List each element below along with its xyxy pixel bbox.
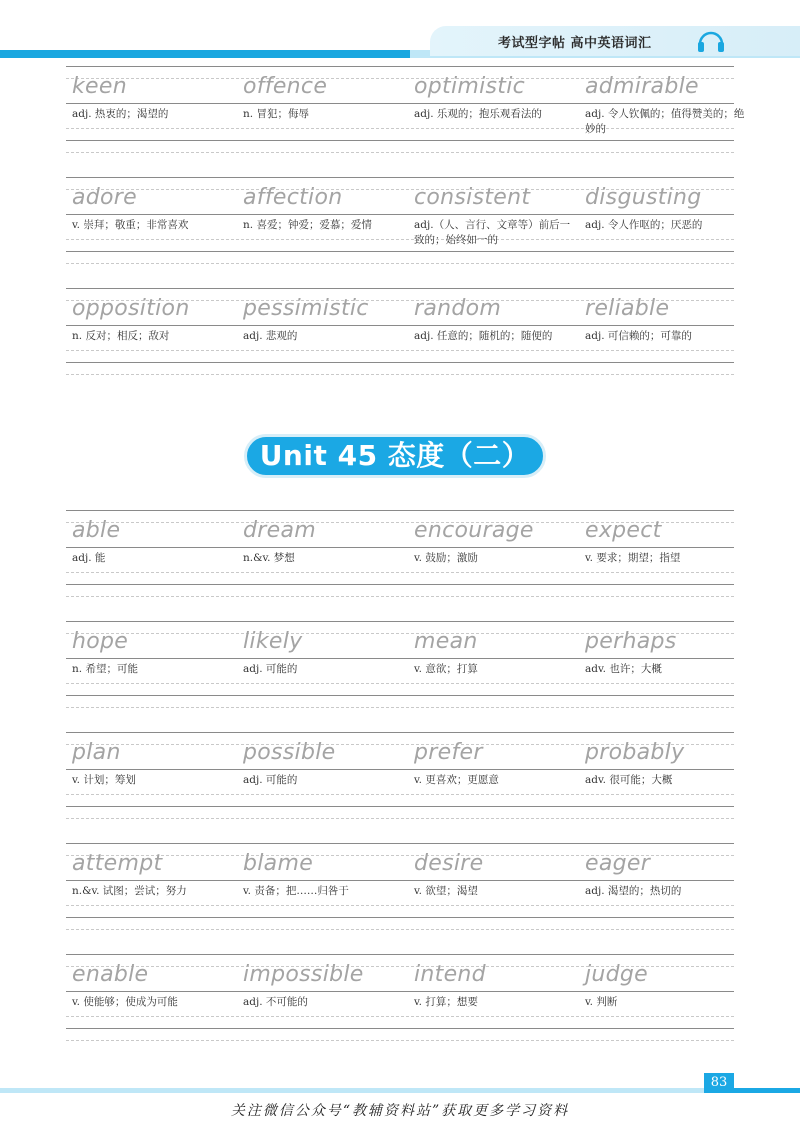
vocab-entry (408, 621, 576, 719)
vocab-meaning: adj. 能 (72, 552, 106, 564)
vocab-entry (579, 621, 747, 719)
vocab-entry (408, 66, 576, 164)
vocab-entry (237, 843, 405, 941)
unit-banner (244, 434, 546, 478)
vocab-entry (66, 66, 234, 164)
vocab-entry (408, 954, 576, 1052)
vocab-meaning: n.&v. 试图；尝试；努力 (72, 885, 187, 897)
vocab-word: eager (585, 851, 651, 876)
vocab-word: able (72, 518, 121, 543)
unit-title: Unit 45 态度（二） (259, 439, 531, 472)
vocab-meaning: adv. 很可能；大概 (585, 774, 673, 786)
vocab-meaning: v. 意欲；打算 (414, 663, 478, 675)
vocab-word: prefer (414, 740, 483, 765)
vocab-meaning: adj. 悲观的 (243, 330, 298, 342)
vocab-row (66, 621, 734, 719)
vocab-meaning: v. 欲望；渴望 (414, 885, 478, 897)
vocab-word: attempt (72, 851, 163, 876)
vocab-meaning: adj. 热衷的；渴望的 (72, 108, 169, 120)
vocab-meaning: v. 责备；把……归咎于 (243, 885, 349, 897)
vocab-meaning: adj. 乐观的；抱乐观看法的 (414, 108, 542, 120)
vocab-word: plan (72, 740, 121, 765)
vocab-word: desire (414, 851, 484, 876)
vocab-meaning: v. 使能够；使成为可能 (72, 996, 178, 1008)
vocab-entry (237, 732, 405, 830)
vocab-meaning: adj. 不可能的 (243, 996, 308, 1008)
vocab-word: keen (72, 74, 127, 99)
vocab-entry (237, 621, 405, 719)
vocab-word: offence (243, 74, 328, 99)
vocab-entry (579, 177, 747, 275)
vocab-entry (408, 177, 576, 275)
vocab-word: optimistic (414, 74, 526, 99)
vocab-entry (579, 843, 747, 941)
vocab-row (66, 843, 734, 941)
vocab-word: opposition (72, 296, 190, 321)
vocab-entry (579, 954, 747, 1052)
vocab-word: likely (243, 629, 303, 654)
vocab-row (66, 510, 734, 608)
header-title: 考试型字帖 高中英语词汇 (498, 36, 652, 51)
vocab-meaning: v. 鼓励；激励 (414, 552, 478, 564)
vocab-meaning: n.&v. 梦想 (243, 552, 295, 564)
vocab-word: intend (414, 962, 486, 987)
vocab-word: mean (414, 629, 478, 654)
vocab-row (66, 288, 734, 386)
vocab-entry (237, 510, 405, 608)
footer-note: 关注微信公众号“教辅资料站”获取更多学习资料 (230, 1103, 570, 1119)
vocab-entry (579, 66, 747, 164)
vocab-meaning: adj. 令人作呕的；厌恶的 (585, 219, 703, 231)
vocab-entry (66, 177, 234, 275)
vocab-row (66, 66, 745, 164)
vocab-word: expect (585, 518, 662, 543)
vocab-meaning: n. 希望；可能 (72, 663, 138, 675)
vocab-entry (408, 510, 576, 608)
vocab-meaning: adv. 也许；大概 (585, 663, 662, 675)
vocab-meaning: v. 更喜欢；更愿意 (414, 774, 499, 786)
footer-bar-tail (734, 1088, 800, 1093)
vocab-word: adore (72, 185, 137, 210)
vocab-meaning: v. 打算；想要 (414, 996, 478, 1008)
vocab-meaning: adj. 可能的 (243, 774, 298, 786)
vocab-entry (66, 288, 234, 386)
vocab-entry (579, 732, 747, 830)
vocab-entry (579, 288, 747, 386)
vocab-word: perhaps (585, 629, 677, 654)
vocab-meaning: v. 计划；筹划 (72, 774, 136, 786)
vocab-word: pessimistic (243, 296, 369, 321)
vocab-word: dream (243, 518, 316, 543)
vocab-meaning: v. 崇拜；敬重；非常喜欢 (72, 219, 189, 231)
vocab-meaning: n. 反对；相反；敌对 (72, 330, 170, 342)
footer-bar (0, 1088, 720, 1093)
vocab-meaning: adj. 渴望的；热切的 (585, 885, 682, 897)
vocab-word: disgusting (585, 185, 702, 210)
vocab-meaning: v. 要求；期望；指望 (585, 552, 681, 564)
vocab-meaning: v. 判断 (585, 996, 618, 1008)
vocab-meaning: adj. 可能的 (243, 663, 298, 675)
vocab-entry (579, 510, 747, 608)
vocab-meaning: n. 喜爱；钟爱；爱慕；爱情 (243, 219, 372, 231)
vocab-word: reliable (585, 296, 670, 321)
vocab-word: admirable (585, 74, 699, 99)
vocab-entry (66, 621, 234, 719)
vocab-entry (408, 288, 576, 386)
vocab-word: impossible (243, 962, 364, 987)
headphone-icon (696, 28, 726, 54)
vocab-entry (408, 732, 576, 830)
vocab-entry (66, 954, 234, 1052)
vocab-entry (237, 954, 405, 1052)
vocab-meaning: adj.（人、言行、文章等）前后一致的；始终如一的 (414, 219, 571, 246)
vocab-entry (66, 510, 234, 608)
vocab-word: consistent (414, 185, 531, 210)
vocab-word: affection (243, 185, 343, 210)
vocab-meaning: n. 冒犯；侮辱 (243, 108, 309, 120)
vocab-meaning: adj. 可信赖的；可靠的 (585, 330, 692, 342)
vocab-entry (237, 177, 405, 275)
page-number: 83 (704, 1073, 734, 1093)
vocab-row (66, 954, 734, 1052)
vocab-row (66, 177, 734, 275)
vocab-meaning: adj. 令人钦佩的；值得赞美的；绝妙的 (585, 108, 745, 135)
vocab-entry (408, 843, 576, 941)
vocab-meaning: adj. 任意的；随机的；随便的 (414, 330, 553, 342)
vocab-row (66, 732, 734, 830)
vocab-word: probably (585, 740, 685, 765)
vocab-word: encourage (414, 518, 534, 543)
vocab-word: blame (243, 851, 314, 876)
vocab-word: possible (243, 740, 336, 765)
vocab-word: hope (72, 629, 129, 654)
vocab-entry (66, 843, 234, 941)
vocab-entry (237, 288, 405, 386)
vocab-word: judge (585, 962, 649, 987)
vocab-word: random (414, 296, 502, 321)
vocab-entry (237, 66, 405, 164)
vocab-entry (66, 732, 234, 830)
vocab-word: enable (72, 962, 149, 987)
